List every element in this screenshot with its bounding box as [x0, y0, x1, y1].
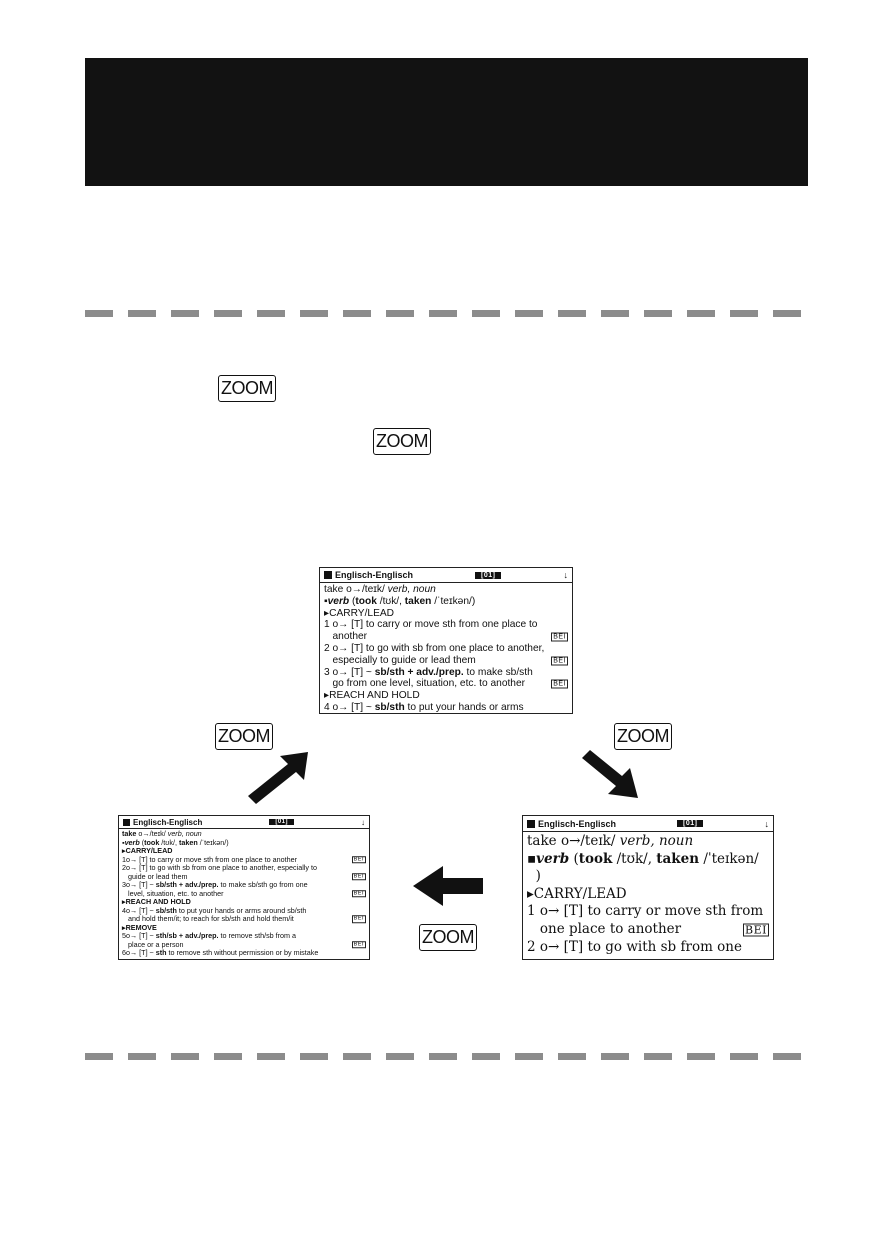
entry-line: [324, 584, 568, 596]
bei-tag: BEI: [353, 941, 364, 947]
entry-text: to remove sth without permission or by mistake: [166, 948, 319, 957]
entry-text: 6o→ [T] ~: [122, 948, 156, 957]
entry-text: 2o→ [T] to go with sb from one place to another, especially to: [122, 863, 317, 872]
entry-text: ▪: [324, 595, 328, 607]
entry-text: 2 o→ [T] to go with sb from one: [527, 938, 742, 955]
entry-text: to put your hands or arms around sb/sth: [176, 905, 307, 915]
entry-text: verb, noun: [387, 584, 436, 595]
entry-line: [324, 631, 568, 643]
entry-line: [527, 886, 769, 904]
entry-text: 2 o→ [T] to go with sb from one place to another,: [324, 642, 545, 654]
entry-line: [324, 655, 568, 667]
entry-text: verb: [124, 837, 140, 847]
entry-text: /ˈteɪkən/: [699, 850, 759, 867]
entry-text: 4 o→ [T] ~: [324, 701, 375, 713]
bei-tag: BEI: [353, 856, 364, 862]
entry-text: taken: [656, 850, 700, 867]
screen-title-bar: [523, 816, 773, 832]
square-icon: [324, 571, 332, 579]
entry-text: ▸CARRY/LEAD: [527, 885, 627, 902]
entry-text: especially to guide or lead them: [324, 654, 476, 666]
screen-title-bar: [320, 568, 572, 583]
entry-text: ▸CARRY/LEAD: [324, 607, 395, 619]
entry-line: [324, 678, 568, 690]
arrow-up-right-icon: [240, 748, 312, 804]
entry-text: verb, noun: [167, 829, 202, 838]
entry-text: (: [139, 837, 145, 847]
bei-tag: BEI: [553, 657, 566, 665]
entry-line: [527, 868, 769, 886]
entry-line: [324, 690, 568, 702]
screen-title: Englisch-Englisch: [538, 818, 617, 829]
mode-badge: [01]: [475, 572, 501, 579]
entry-text: sb/sth + adv./prep.: [155, 880, 219, 889]
entry-text: another: [324, 631, 368, 643]
entry-text: take: [122, 829, 139, 838]
entry-text: place or a person: [122, 939, 184, 949]
entry-text: to remove sth/sb from a: [218, 931, 297, 940]
entry-text: verb: [327, 595, 350, 607]
entry-text: 3 o→ [T] ~: [324, 666, 375, 678]
zoom-key: ZOOM: [218, 375, 276, 402]
screen-title: Englisch-Englisch: [133, 817, 203, 827]
entry-text: took: [144, 837, 160, 847]
entry-line: [527, 921, 769, 939]
entry-text: ▪: [527, 850, 537, 867]
entry-text: 1 o→ [T] to carry or move sth from one place to: [324, 619, 538, 631]
entry-text: to make sb/sth: [463, 666, 533, 678]
entry-text: guide or lead them: [122, 871, 188, 881]
entry-text: verb: [536, 850, 570, 867]
screen-body: [119, 829, 369, 958]
entry-text: /tʊk/,: [612, 850, 657, 867]
mode-badge: [01]: [269, 819, 294, 825]
screen-body: [523, 832, 773, 956]
entry-text: 4o→ [T] ~: [122, 905, 156, 915]
screen-title: Englisch-Englisch: [335, 570, 414, 580]
entry-text: ▸REACH AND HOLD: [122, 897, 191, 906]
dictionary-screen-medium: [319, 567, 573, 714]
entry-text: taken: [404, 595, 432, 607]
bei-tag: BEI: [353, 915, 364, 922]
entry-text: level, situation, etc. to another: [122, 888, 224, 898]
entry-text: ▪: [122, 837, 125, 847]
entry-text: to make sb/sth go from one: [218, 880, 308, 889]
zoom-key: ZOOM: [215, 723, 273, 750]
entry-line: [527, 939, 769, 957]
scroll-down-arrow-icon: ↓: [764, 818, 769, 829]
screen-body: [320, 583, 572, 714]
header-bar: [85, 58, 808, 186]
entry-line: [122, 949, 366, 958]
entry-text: one place to another: [527, 920, 682, 937]
entry-line: [324, 608, 568, 620]
bei-tag: BEI: [745, 923, 767, 937]
dashed-divider-bottom: [85, 1053, 808, 1060]
entry-text: sb/sth: [374, 701, 405, 713]
entry-text: taken: [178, 837, 198, 847]
dictionary-screen-small: [118, 815, 370, 960]
entry-text: o→/teɪk/: [560, 833, 620, 849]
entry-text: sb/sth + adv./prep.: [374, 666, 464, 678]
entry-line: [527, 833, 769, 851]
entry-line: [324, 619, 568, 631]
entry-text: /tʊk/,: [376, 595, 405, 607]
entry-text: /tʊk/,: [159, 837, 179, 847]
entry-text: o→/teɪk/: [138, 829, 168, 838]
entry-text: sth/sb + adv./prep.: [155, 931, 219, 940]
entry-line: [324, 702, 568, 714]
mode-badge: [01]: [677, 820, 703, 827]
bei-tag: BEI: [553, 633, 566, 641]
entry-text: ▸REMOVE: [122, 922, 157, 932]
arrow-left-icon: [413, 864, 483, 908]
zoom-key: ZOOM: [373, 428, 431, 455]
entry-text: take: [324, 584, 347, 595]
entry-text: took: [355, 595, 377, 607]
entry-text: 3o→ [T] ~: [122, 880, 156, 889]
entry-text: (: [569, 850, 579, 867]
entry-text: go from one level, situation, etc. to another: [324, 678, 526, 690]
entry-line: [324, 643, 568, 655]
entry-text: verb, noun: [619, 833, 694, 849]
bei-tag: BEI: [353, 873, 364, 879]
square-icon: [123, 819, 130, 826]
entry-text: 1 o→ [T] to carry or move sth from: [527, 903, 764, 920]
entry-text: ▸REACH AND HOLD: [324, 690, 420, 702]
entry-text: /ˈteɪkən/): [197, 837, 229, 847]
entry-line: [324, 667, 568, 679]
entry-line: [527, 851, 769, 869]
entry-text: (: [349, 595, 356, 607]
entry-text: ): [527, 868, 541, 885]
bei-tag: BEI: [353, 890, 364, 896]
entry-text: o→/teɪk/: [346, 584, 388, 595]
entry-text: 5o→ [T] ~: [122, 931, 156, 940]
bei-tag: BEI: [553, 680, 566, 688]
zoom-key: ZOOM: [419, 924, 477, 951]
entry-text: ▸CARRY/LEAD: [122, 846, 173, 855]
entry-text: to put your hands or arms: [404, 701, 524, 713]
zoom-key: ZOOM: [614, 723, 672, 750]
dashed-divider-top: [85, 310, 808, 317]
entry-line: [527, 903, 769, 921]
dictionary-screen-large: [522, 815, 774, 960]
square-icon: [527, 820, 535, 828]
screen-title-bar: [119, 816, 369, 829]
arrow-down-right-icon: [578, 750, 642, 800]
entry-text: sb/sth: [155, 905, 177, 915]
entry-line: [122, 915, 366, 924]
scroll-down-arrow-icon: ↓: [360, 817, 365, 827]
entry-text: sth: [155, 948, 167, 957]
entry-text: /ˈteɪkən/): [431, 595, 476, 607]
entry-text: took: [578, 850, 613, 867]
entry-text: take: [527, 833, 561, 849]
scroll-down-arrow-icon: ↓: [563, 570, 568, 580]
entry-text: and hold them/it; to reach for sb/sth and hold them/it: [122, 914, 294, 923]
entry-text: 1o→ [T] to carry or move sth from one place to another: [122, 854, 297, 864]
entry-line: [324, 596, 568, 608]
